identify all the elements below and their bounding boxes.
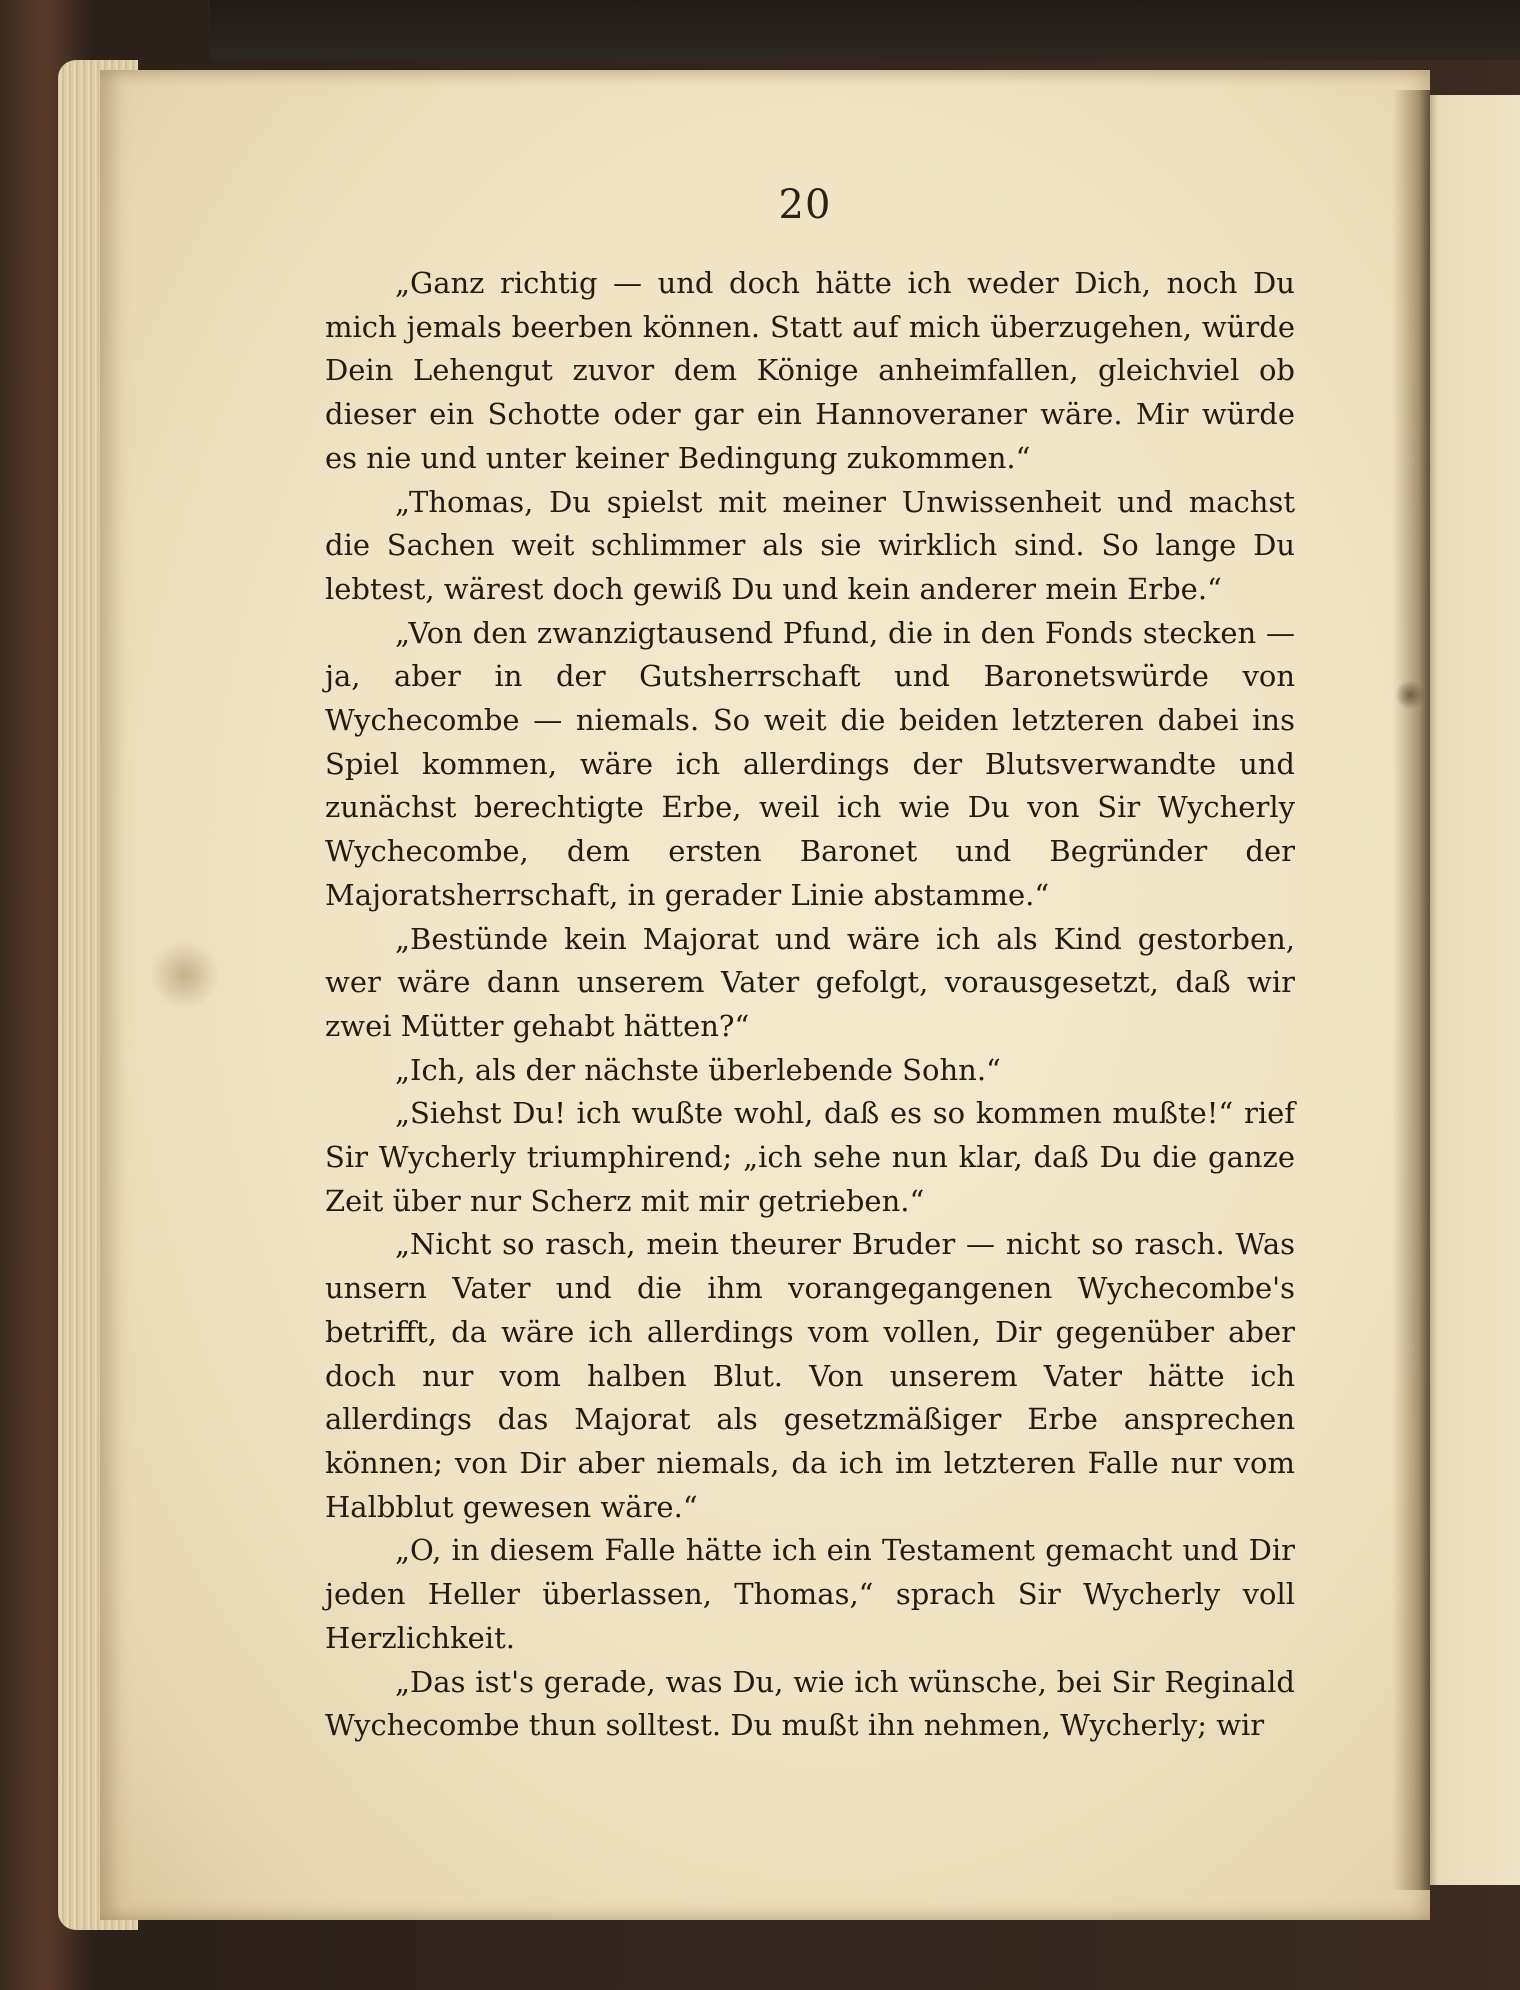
paragraph: „Das ist's gerade, was Du, wie ich wünsche, bei Sir Reginald Wychecombe thun solltest. Du mußt ihn nehmen, Wycherly; wir: [325, 1664, 1295, 1743]
paragraph: „Bestünde kein Majorat und wäre ich als Kind gestorben, wer wäre dann unserem Vater gefolgt, vorausgesetzt, daß wir zwei Mütter gehabt hätten?“: [325, 921, 1295, 1043]
paragraph: „Ganz richtig — und doch hätte ich weder Dich, noch Du mich jemals beerben können. Statt auf mich überzugehen, würde Dein Lehengut zuvor dem Könige anheimfallen, gleichviel ob dieser ein Schotte oder gar ein Hannoveraner wäre. Mir würde es nie und unter keiner Bedingung zukommen.“: [325, 266, 1295, 475]
facing-page: [1420, 95, 1520, 1885]
paper-stain: [150, 940, 220, 1010]
paragraph: „Ich, als der nächste überlebende Sohn.“: [395, 1052, 1001, 1087]
paragraph: „Von den zwanzigtausend Pfund, die in den Fonds stecken — ja, aber in der Gutsherrschaft und Baronetswürde von Wychecombe — niemals. So weit die beiden letzteren dabei ins Spiel kommen, wäre ich allerdings der Blutsverwandte und zunächst berechtigte Erbe, weil ich wie Du von Sir Wycherly Wychecombe, dem ersten Baronet und Begründer der Majoratsherrschaft, in gerader Linie abstamme.“: [325, 615, 1295, 912]
page-gutter-shadow: [1392, 90, 1430, 1890]
book-cover-top-edge: [210, 0, 1520, 60]
paper-stain: [1395, 680, 1425, 710]
page-text: [325, 262, 1295, 1748]
page-number: 20: [778, 182, 832, 228]
paragraph: „Thomas, Du spielst mit meiner Unwissenheit und machst die Sachen weit schlimmer als sie wirklich sind. So lange Du lebtest, wärest doch gewiß Du und kein anderer mein Erbe.“: [325, 484, 1295, 606]
paragraph: „Nicht so rasch, mein theurer Bruder — nicht so rasch. Was unsern Vater und die ihm vorangegangenen Wychecombe's betrifft, da wäre ich allerdings vom vollen, Dir gegenüber aber doch nur vom halben Blut. Von unserem Vater hätte ich allerdings das Majorat als gesetzmäßiger Erbe ansprechen können; von Dir aber niemals, da ich im letzteren Falle nur vom Halbblut gewesen wäre.“: [325, 1227, 1295, 1524]
paragraph: „O, in diesem Falle hätte ich ein Testament gemacht und Dir jeden Heller überlassen, Thomas,“ sprach Sir Wycherly voll Herzlichkeit.: [325, 1533, 1295, 1655]
paragraph: „Siehst Du! ich wußte wohl, daß es so kommen mußte!“ rief Sir Wycherly triumphirend; „ich sehe nun klar, daß Du die ganze Zeit über nur Scherz mit mir getrieben.“: [325, 1096, 1295, 1218]
